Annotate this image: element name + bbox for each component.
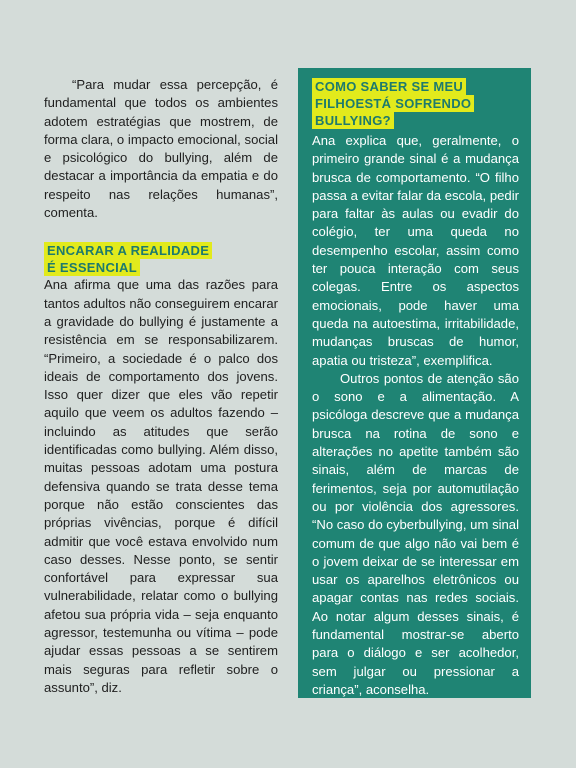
- section-heading: [44, 242, 278, 276]
- box-paragraph-2: Outros pontos de atenção são o sono e a alimentação. A psicóloga descreve que a mudança brusca na rotina de sono e alterações no apetite também são sinais, além de marcas de ferimentos, seja por automutilação ou por violência dos agressores. “No caso do cyberbullying, um sinal comum de que algo não vai bem é o jovem deixar de se interessar em usar os aparelhos eletrônicos ou apagar contas nas redes sociais. Ao notar algum desses sinais, é fundamental mostrar-se aberto para o diálogo e ser acolhedor, sem julgar ou pressionar a criança”, aconselha.: [312, 370, 519, 697]
- box-paragraph-1: Ana explica que, geralmente, o primeiro grande sinal é a mudança brusca de comportamento. “O filho passa a evitar falar da escola, pedir para faltar às aulas ou evadir do colégio, ter uma queda no desempenho escolar, assim como ter pouca interação com seus colegas. Entre os aspectos emocionais, pode haver uma queda na autoestima, irritabilidade, mudanças bruscas de humor, apatia ou tristeza”, exemplifica.: [312, 133, 519, 368]
- box-heading-line-1: COMO SABER SE MEU: [312, 78, 466, 95]
- section-heading-line-1: ENCARAR A REALIDADE: [44, 242, 212, 259]
- body-paragraph: Ana afirma que uma das razões para tantos adultos não conseguirem encarar a gravidade do bullying é justamente a resistência em se responsabilizarem. “Primeiro, a sociedade é o palco dos ideais de comportamento dos jovens. Isso quer dizer que eles vão repetir aquilo que veem os adultos fazendo – incluindo as atitudes que serão identificadas como bullying. Além disso, muitas pessoas adotam uma postura defensiva quando se trata desse tema porque não estão conscientes das próprias vivências, porque é difícil admitir que você estava envolvido num caso desses. Nesse ponto, se sentir confortável para expressar sua vulnerabilidade, relatar como o bullying afetou sua própria vida – seja enquanto agressor, testemunha ou vítima – pode ajudar essas pessoas a se sentirem mais seguras para refletir sobre o assunto”, diz.: [44, 277, 278, 695]
- left-column: [44, 76, 278, 697]
- box-heading: [312, 78, 519, 129]
- box-heading-line-3: BULLYING?: [312, 112, 394, 129]
- section-heading-line-2: É ESSENCIAL: [44, 259, 140, 276]
- quote-paragraph: “Para mudar essa percepção, é fundamental que todos os ambientes adotem estratégias que mostrem, de forma clara, o impacto emocional, social e psicológico do bullying, além de destacar a importância da empatia e do respeito nas relações humanas”, comenta.: [44, 77, 278, 221]
- box-heading-line-2: FILHOESTÁ SOFRENDO: [312, 95, 474, 112]
- sidebar-box: [298, 68, 531, 698]
